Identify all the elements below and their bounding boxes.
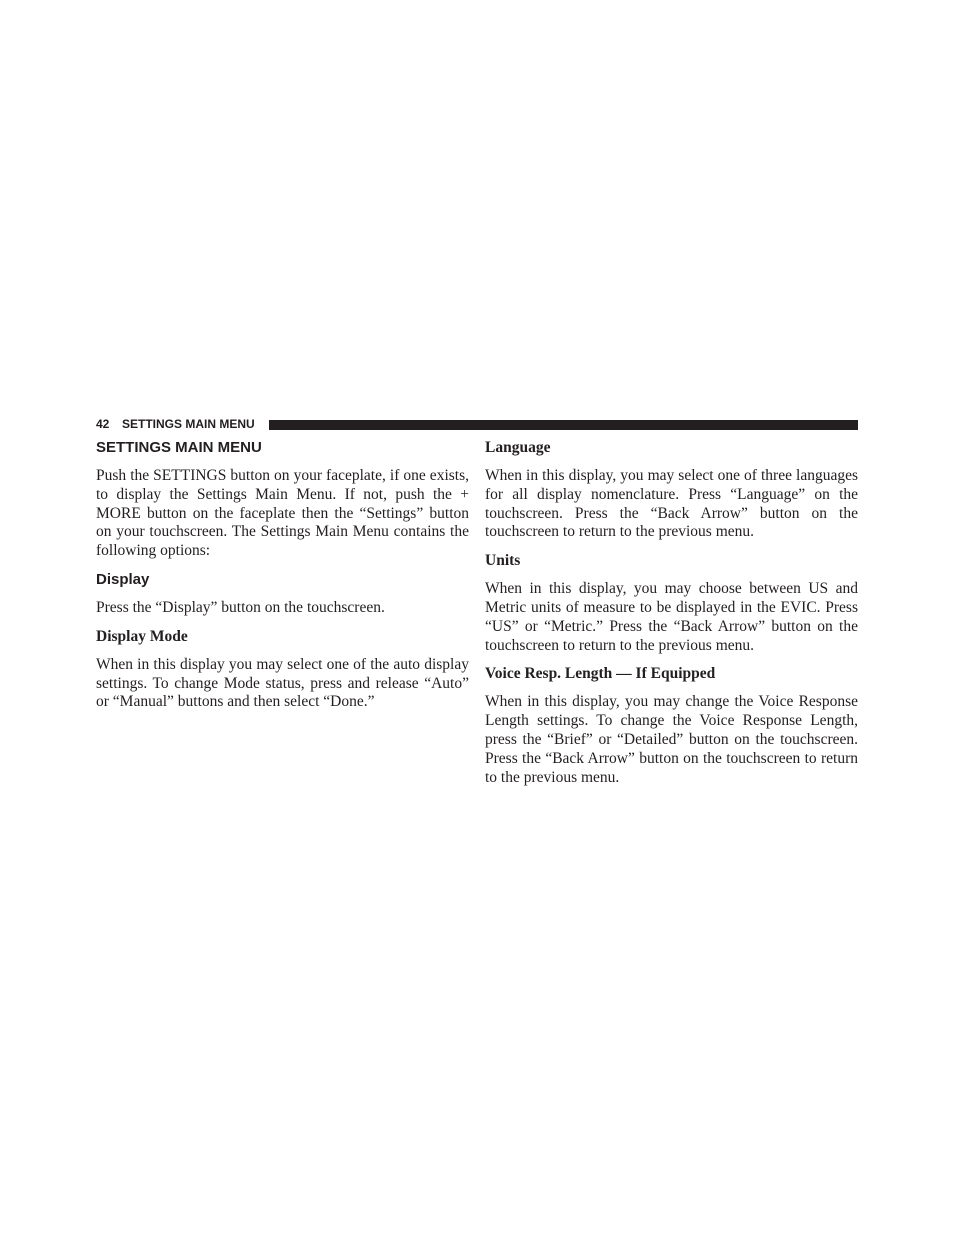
language-paragraph: When in this display, you may select one of three languages for all display nomenclature. Press “Language” on the touchscreen. Press the “Back Arrow” button on the touchscreen to return to the previous menu. [485,467,858,541]
right-column [485,438,858,796]
left-column [96,438,469,721]
page-number: 42 [96,417,110,431]
voice-resp-length-paragraph: When in this display, you may change the Voice Response Length settings. To change the Voice Response Length, press the “Brief” or “Detailed” button on the touchscreen. Press the “Back Arrow” button on the touchscreen to return to the previous menu. [485,693,858,786]
header-rule [269,420,858,430]
display-mode-paragraph: When in this display you may select one of the auto display settings. To change Mode status, press and release “Auto” or “Manual” buttons and then select “Done.” [96,655,469,711]
language-heading: Language [485,439,551,456]
units-heading: Units [485,552,521,570]
display-mode-heading: Display Mode [96,627,188,645]
page-header [96,417,858,431]
display-paragraph: Press the “Display” button on the touchscreen. [96,598,385,616]
running-title: SETTINGS MAIN MENU [122,417,255,431]
display-heading: Display [96,570,150,588]
voice-resp-length-heading: Voice Resp. Length — If Equipped [485,665,716,683]
section-title: SETTINGS MAIN MENU [96,439,262,456]
units-paragraph: When in this display, you may choose between US and Metric units of measure to be displayed in the EVIC. Press “US” or “Metric.” Press the “Back Arrow” button on the touchscreen to return to the previous menu. [485,580,858,654]
intro-paragraph: Push the SETTINGS button on your faceplate, if one exists, to display the Settings Main Menu. If not, push the + MORE button on the faceplate then the “Settings” button on your touchscreen. The Settings Main Menu contains the following options: [96,467,469,560]
